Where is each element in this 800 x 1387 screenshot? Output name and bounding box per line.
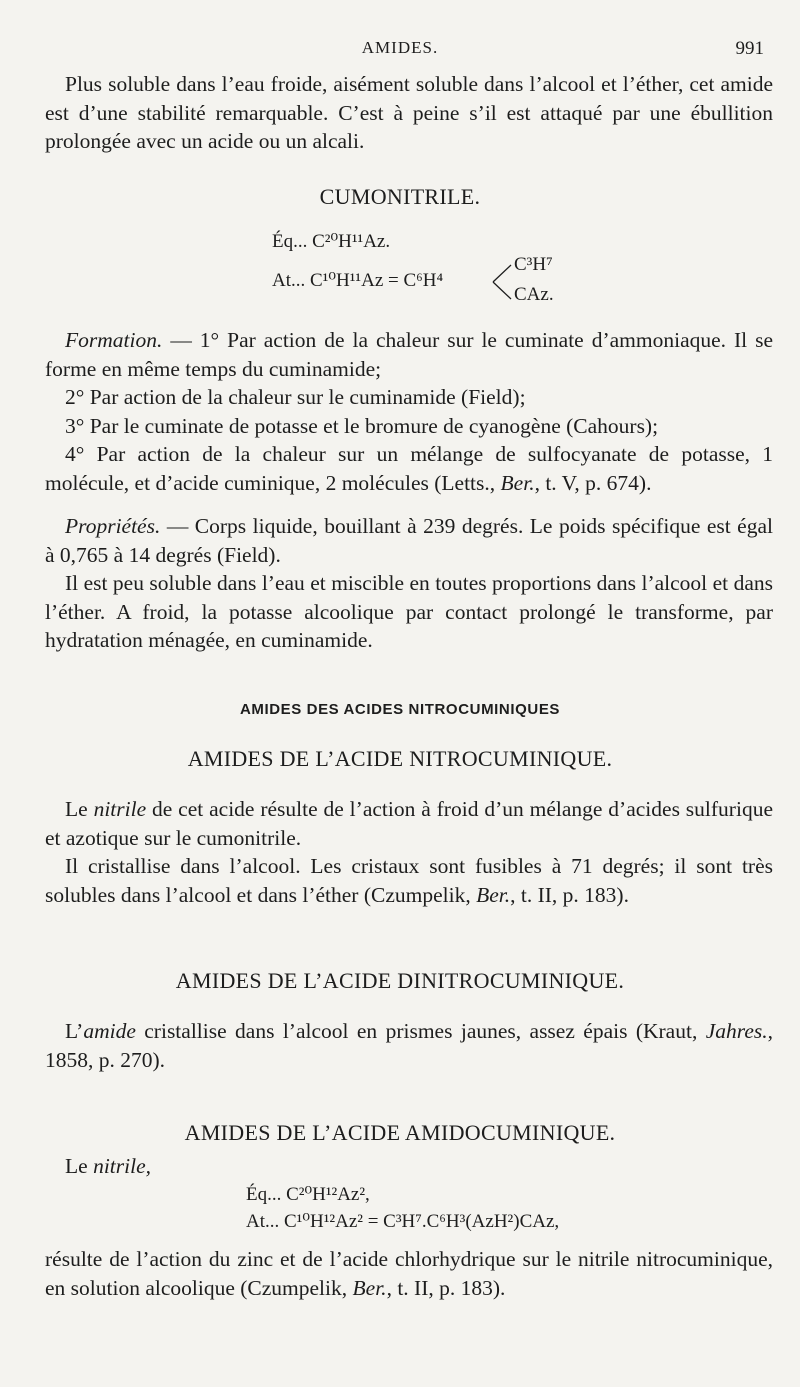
dinitro-p1: L’amide cristallise dans l’alcool en prismes jaunes, assez épais (Kraut, Jahres., 1858, p. 270). (45, 1019, 773, 1072)
section-title: AMIDES DES ACIDES NITROCUMINIQUES (239, 701, 561, 718)
proprietes-paragraph-2: Il est peu soluble dans l’eau et miscible en toutes proportions dans l’alcool et dans l’éther. A froid, la potasse alcoolique par contact prolongé le transforme, par hydratation ménagée, en cuminamide. (45, 571, 773, 652)
amido-p1: résulte de l’action du zinc et de l’acide chlorhydrique sur le nitrile nitrocuminique, en solution alcoolique (Czumpelik, Ber., t. II, p. 183). (45, 1247, 773, 1300)
formation-item-2: 2° Par action de la chaleur sur le cuminamide (Field); (65, 385, 526, 409)
branch-top: C³H⁷ (514, 254, 553, 275)
formation-item-3: 3° Par le cuminate de potasse et le bromure de cyanogène (Cahours); (65, 413, 659, 438)
intro-paragraph (45, 70, 773, 156)
formation-section (45, 326, 773, 497)
formation-item-4: 4° Par action de la chaleur sur un mélange de sulfocyanate de potasse, 1 molécule, et d’acide cuminique, 2 molécules (Letts., Ber., t. V, p. 674). (45, 442, 773, 495)
formula-eq-cumonitrile: Éq... C²⁰H¹¹Az. (272, 231, 391, 252)
amido-section (45, 1245, 773, 1302)
heading-dinitrocuminique: AMIDES DE L’ACIDE DINITROCUMINIQUE. (175, 968, 625, 993)
formula-at-cumonitrile: At... C¹⁰H¹¹Az = C⁶H⁴ (272, 270, 444, 291)
amido-intro: Le nitrile, (65, 1154, 151, 1178)
formation-item-1 (45, 326, 773, 383)
proprietes-label: Propriétés. (65, 514, 161, 538)
nitrocuminique-section (45, 795, 773, 909)
formula-eq-amido: Éq... C²⁰H¹²Az², (246, 1184, 370, 1205)
nitrocuminique-p2: Il cristallise dans l’alcool. Les cristaux sont fusibles à 71 degrés; il sont très solubles dans l’alcool et dans l’éther (Czumpelik, Ber., t. II, p. 183). (45, 854, 773, 907)
formation-item-1-text: — 1° Par action de la chaleur sur le cuminate d’ammoniaque. Il se forme en même temps du cuminamide; (45, 328, 773, 381)
running-header: AMIDES. (361, 38, 439, 57)
formation-label: Formation. (65, 328, 163, 352)
ref-ber: Ber. (500, 470, 535, 495)
heading-amidocuminique: AMIDES DE L’ACIDE AMIDOCUMINIQUE. (184, 1120, 616, 1145)
intro-text: Plus soluble dans l’eau froide, aisément soluble dans l’alcool et l’éther, cet amide est d’une stabilité remarquable. C’est à peine s’il est attaqué par une ébullition prolongée avec un acide ou un alcali. (45, 72, 773, 153)
nitrocuminique-p1: Le nitrile de cet acide résulte de l’action à froid d’un mélange d’acides sulfurique et azotique sur le cumonitrile. (45, 797, 773, 850)
heading-nitrocuminique: AMIDES DE L’ACIDE NITROCUMINIQUE. (187, 746, 613, 771)
page-number: 991 (735, 38, 764, 59)
proprietes-text: Propriétés. — Corps liquide, bouillant à 239 degrés. Le poids spécifique est égal à 0,765 à 14 degrés (Field). (45, 514, 773, 567)
branch-bracket (491, 262, 515, 302)
proprietes-section (45, 512, 773, 655)
formula-at-amido: At... C¹⁰H¹²Az² = C³H⁷.C⁶H³(AzH²)CAz, (246, 1211, 560, 1232)
branch-bottom: CAz. (514, 284, 554, 305)
heading-cumonitrile: CUMONITRILE. (319, 184, 481, 209)
dinitro-section (45, 1017, 773, 1074)
